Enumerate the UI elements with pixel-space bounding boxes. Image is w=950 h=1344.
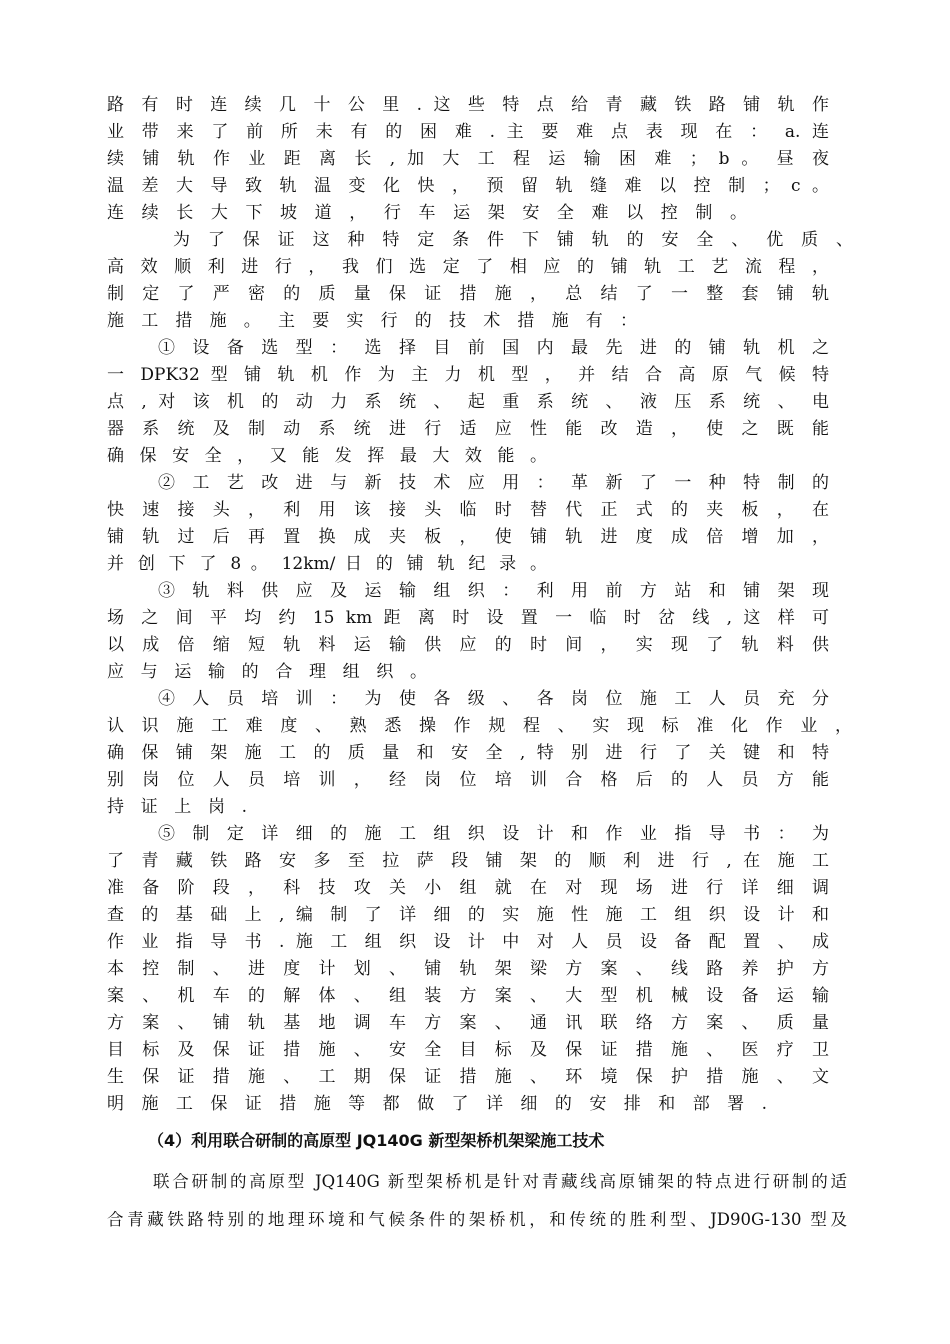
text-line: 确 保 安 全 ， 又 能 发 挥 最 大 效 能 。: [107, 446, 547, 466]
text-line: 温 差 大 导 致 轨 温 变 化 快 ， 预 留 轨 缝 难 以 控 制 ； c 。: [107, 176, 829, 196]
text-line: 点 , 对 该 机 的 动 力 系 统 、 起 重 系 统 、 液 压 系 统 、 电: [107, 392, 829, 412]
text-line: 准 备 阶 段 ， 科 技 攻 关 小 组 就 在 对 现 场 进 行 详 细 调: [107, 878, 829, 898]
text-line: 连 续 长 大 下 坡 道 ， 行 车 运 架 安 全 难 以 控 制 。: [107, 203, 747, 223]
text-line: 应 与 运 输 的 合 理 组 织 。: [107, 662, 427, 682]
text-line: 高 效 顺 利 进 行 ， 我 们 选 定 了 相 应 的 铺 轨 工 艺 流 程 ，: [107, 257, 829, 277]
text-line: 本 控 制 、 进 度 计 划 、 铺 轨 架 梁 方 案 、 线 路 养 护 方: [107, 959, 829, 979]
text-line: 一 DPK32 型 铺 轨 机 作 为 主 力 机 型 ， 并 结 合 高 原 气 候 特: [107, 365, 829, 385]
text-line: 认 识 施 工 难 度 、 熟 悉 操 作 规 程 、 实 现 标 准 化 作 业 ，: [107, 716, 852, 736]
text-line: 明 施 工 保 证 措 施 等 都 做 了 详 细 的 安 排 和 部 署 .: [107, 1094, 767, 1114]
text-line: 铺 轨 过 后 再 置 换 成 夹 板 ， 使 铺 轨 进 度 成 倍 增 加 ，: [107, 527, 829, 547]
text-line: 确 保 铺 架 施 工 的 质 量 和 安 全 , 特 别 进 行 了 关 键 和 特: [107, 743, 829, 763]
paragraph-line: 联合研制的高原型 JQ140G 新型架桥机是针对青藏线高原铺架的特点进行研制的适: [153, 1172, 847, 1191]
text-line: 快 速 接 头 ， 利 用 该 接 头 临 时 替 代 正 式 的 夹 板 ， 在: [107, 500, 829, 520]
text-line: 持 证 上 岗 .: [107, 797, 247, 817]
text-line: ④ 人 员 培 训 ： 为 使 各 级 、 各 岗 位 施 工 人 员 充 分: [158, 689, 829, 709]
text-line: 场 之 间 平 均 约 15 km 距 离 时 设 置 一 临 时 岔 线 , 这 样 可: [107, 608, 829, 628]
text-line: 业 带 来 了 前 所 未 有 的 困 难 . 主 要 难 点 表 现 在 ： a. 连: [107, 122, 829, 142]
text-line: 以 成 倍 缩 短 轨 料 运 输 供 应 的 时 间 ， 实 现 了 轨 料 供: [107, 635, 829, 655]
text-line: 器 系 统 及 制 动 系 统 进 行 适 应 性 能 改 造 ， 使 之 既 能: [107, 419, 829, 439]
text-line: 查 的 基 础 上 , 编 制 了 详 细 的 实 施 性 施 工 组 织 设 计 和: [107, 905, 829, 925]
text-line: 方 案 、 铺 轨 基 地 调 车 方 案 、 通 讯 联 络 方 案 、 质 量: [107, 1013, 829, 1033]
text-line: ① 设 备 选 型 ： 选 择 目 前 国 内 最 先 进 的 铺 轨 机 之: [158, 338, 829, 358]
section-heading: （4）利用联合研制的高原型 JQ140G 新型架桥机架梁施工技术: [148, 1131, 605, 1150]
text-line: 路 有 时 连 续 几 十 公 里 . 这 些 特 点 给 青 藏 铁 路 铺 轨 作: [107, 95, 829, 115]
text-line: ⑤ 制 定 详 细 的 施 工 组 织 设 计 和 作 业 指 导 书 ： 为: [158, 824, 829, 844]
text-line: 案 、 机 车 的 解 体 、 组 装 方 案 、 大 型 机 械 设 备 运 输: [107, 986, 829, 1006]
text-line: 作 业 指 导 书 . 施 工 组 织 设 计 中 对 人 员 设 备 配 置 、 成: [107, 932, 829, 952]
text-line: 别 岗 位 人 员 培 训 ， 经 岗 位 培 训 合 格 后 的 人 员 方 能: [107, 770, 829, 790]
text-line: 为 了 保 证 这 种 特 定 条 件 下 铺 轨 的 安 全 、 优 质 、: [173, 230, 853, 250]
text-line: 目 标 及 保 证 措 施 、 安 全 目 标 及 保 证 措 施 、 医 疗 卫: [107, 1040, 829, 1060]
text-line: 施 工 措 施 。 主 要 实 行 的 技 术 措 施 有 ：: [107, 311, 637, 331]
text-line: 生 保 证 措 施 、 工 期 保 证 措 施 、 环 境 保 护 措 施 、 文: [107, 1067, 829, 1087]
text-line: ③ 轨 料 供 应 及 运 输 组 织 ： 利 用 前 方 站 和 铺 架 现: [158, 581, 829, 601]
text-line: 了 青 藏 铁 路 安 多 至 拉 萨 段 铺 架 的 顺 利 进 行 , 在 施 工: [107, 851, 829, 871]
text-line: ② 工 艺 改 进 与 新 技 术 应 用 ： 革 新 了 一 种 特 制 的: [158, 473, 829, 493]
text-line: 并 创 下 了 8 。 12km/ 日 的 铺 轨 纪 录 。: [107, 554, 547, 574]
text-line: 制 定 了 严 密 的 质 量 保 证 措 施 ， 总 结 了 一 整 套 铺 轨: [107, 284, 829, 304]
paragraph-line: 合青藏铁路特别的地理环境和气候条件的架桥机，和传统的胜利型、JD90G-130 型及: [107, 1210, 847, 1229]
text-line: 续 铺 轨 作 业 距 离 长 , 加 大 工 程 运 输 困 难 ； b 。 昼 夜: [107, 149, 829, 169]
